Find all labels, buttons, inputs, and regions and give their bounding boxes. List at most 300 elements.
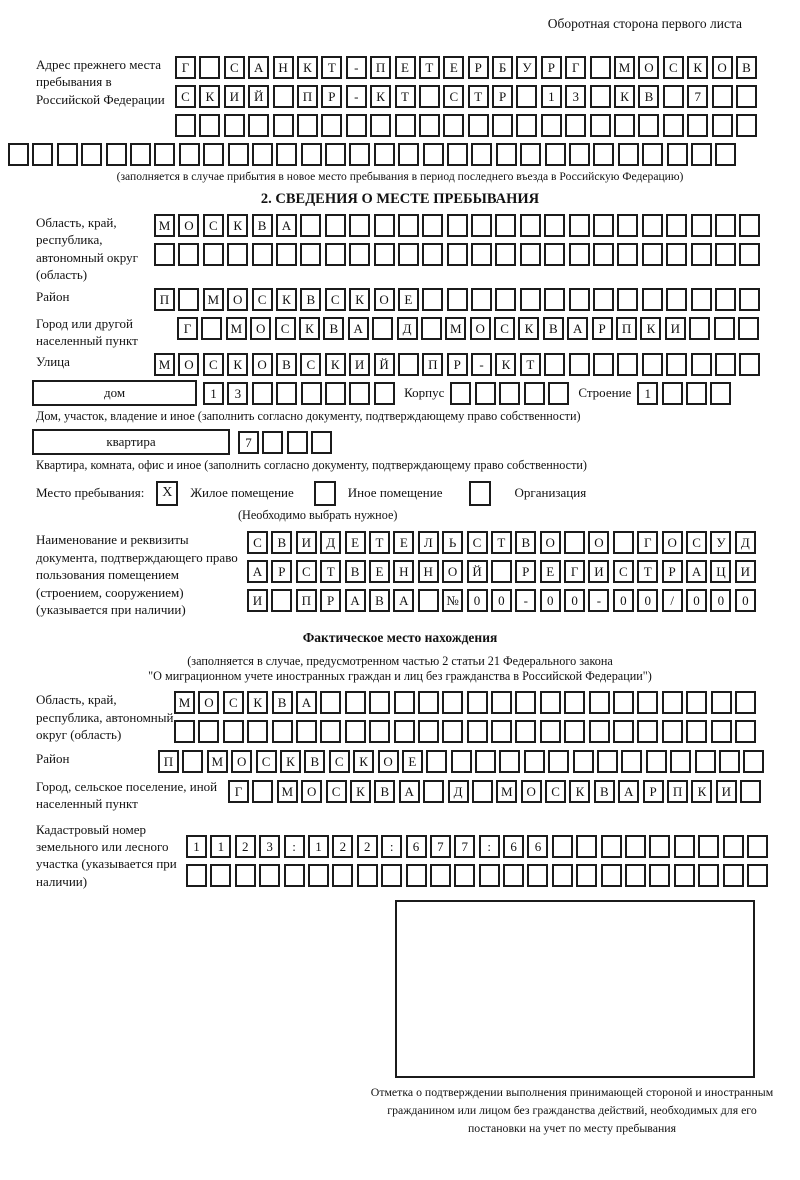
char-cell[interactable]: С — [326, 780, 347, 803]
char-cell[interactable] — [252, 382, 273, 405]
char-cell[interactable]: 2 — [332, 835, 353, 858]
char-cell[interactable] — [276, 143, 297, 166]
char-cell[interactable] — [398, 214, 419, 237]
char-cell[interactable]: А — [345, 589, 366, 612]
char-cell[interactable] — [736, 114, 757, 137]
char-cell[interactable] — [325, 214, 346, 237]
char-cell[interactable] — [617, 353, 638, 376]
char-cell[interactable]: П — [370, 56, 391, 79]
char-cell[interactable]: Р — [468, 56, 489, 79]
char-cell[interactable]: П — [296, 589, 317, 612]
char-cell[interactable]: А — [247, 560, 268, 583]
char-cell[interactable]: Р — [515, 560, 536, 583]
char-cell[interactable]: Н — [418, 560, 439, 583]
char-cell[interactable] — [422, 288, 443, 311]
char-cell[interactable]: Р — [592, 317, 613, 340]
char-cell[interactable]: К — [349, 288, 370, 311]
char-cell[interactable]: Т — [320, 560, 341, 583]
char-cell[interactable] — [695, 750, 716, 773]
char-cell[interactable] — [467, 720, 488, 743]
char-cell[interactable] — [524, 750, 545, 773]
char-cell[interactable] — [691, 214, 712, 237]
char-cell[interactable] — [712, 85, 733, 108]
char-cell[interactable]: А — [686, 560, 707, 583]
char-cell[interactable] — [248, 114, 269, 137]
char-cell[interactable] — [552, 835, 573, 858]
char-cell[interactable] — [569, 353, 590, 376]
char-cell[interactable] — [447, 143, 468, 166]
char-cell[interactable] — [496, 143, 517, 166]
char-cell[interactable] — [590, 56, 611, 79]
char-cell[interactable] — [422, 243, 443, 266]
char-cell[interactable] — [394, 691, 415, 714]
char-cell[interactable] — [479, 864, 500, 887]
char-cell[interactable]: А — [567, 317, 588, 340]
char-cell[interactable] — [235, 864, 256, 887]
char-cell[interactable] — [573, 750, 594, 773]
char-cell[interactable] — [472, 780, 493, 803]
char-cell[interactable]: С — [252, 288, 273, 311]
char-cell[interactable] — [284, 864, 305, 887]
char-cell[interactable] — [715, 214, 736, 237]
char-cell[interactable]: Р — [643, 780, 664, 803]
char-cell[interactable] — [601, 864, 622, 887]
char-cell[interactable]: О — [588, 531, 609, 554]
char-cell[interactable] — [544, 243, 565, 266]
char-cell[interactable]: Л — [418, 531, 439, 554]
char-cell[interactable]: : — [284, 835, 305, 858]
char-cell[interactable] — [495, 243, 516, 266]
char-cell[interactable] — [637, 691, 658, 714]
char-cell[interactable]: М — [226, 317, 247, 340]
char-cell[interactable]: Р — [492, 85, 513, 108]
char-cell[interactable] — [545, 143, 566, 166]
char-cell[interactable] — [540, 720, 561, 743]
char-cell[interactable] — [642, 143, 663, 166]
char-cell[interactable]: 1 — [308, 835, 329, 858]
char-cell[interactable]: : — [479, 835, 500, 858]
char-cell[interactable]: О — [374, 288, 395, 311]
char-cell[interactable] — [419, 85, 440, 108]
char-cell[interactable]: А — [393, 589, 414, 612]
char-cell[interactable] — [475, 382, 496, 405]
char-cell[interactable] — [259, 864, 280, 887]
char-cell[interactable] — [710, 382, 731, 405]
char-cell[interactable]: Г — [565, 56, 586, 79]
char-cell[interactable] — [296, 720, 317, 743]
char-cell[interactable]: К — [353, 750, 374, 773]
char-cell[interactable]: 1 — [541, 85, 562, 108]
char-cell[interactable] — [423, 143, 444, 166]
char-cell[interactable] — [423, 780, 444, 803]
char-cell[interactable] — [617, 243, 638, 266]
char-cell[interactable]: К — [350, 780, 371, 803]
char-cell[interactable] — [201, 317, 222, 340]
char-cell[interactable] — [621, 750, 642, 773]
char-cell[interactable]: М — [277, 780, 298, 803]
char-cell[interactable]: - — [346, 56, 367, 79]
char-cell[interactable] — [544, 288, 565, 311]
char-cell[interactable]: Т — [520, 353, 541, 376]
char-cell[interactable]: 7 — [238, 431, 259, 454]
char-cell[interactable] — [451, 750, 472, 773]
char-cell[interactable] — [617, 288, 638, 311]
char-cell[interactable] — [638, 114, 659, 137]
char-cell[interactable]: С — [175, 85, 196, 108]
char-cell[interactable]: И — [349, 353, 370, 376]
char-cell[interactable] — [503, 864, 524, 887]
char-cell[interactable] — [471, 288, 492, 311]
char-cell[interactable]: С — [686, 531, 707, 554]
char-cell[interactable]: Е — [398, 288, 419, 311]
char-cell[interactable]: В — [345, 560, 366, 583]
char-cell[interactable]: С — [203, 214, 224, 237]
char-cell[interactable]: У — [710, 531, 731, 554]
char-cell[interactable] — [711, 691, 732, 714]
char-cell[interactable]: М — [154, 353, 175, 376]
char-cell[interactable] — [564, 531, 585, 554]
char-cell[interactable]: С — [443, 85, 464, 108]
char-cell[interactable]: П — [422, 353, 443, 376]
char-cell[interactable] — [613, 531, 634, 554]
char-cell[interactable]: Д — [320, 531, 341, 554]
char-cell[interactable] — [691, 353, 712, 376]
char-cell[interactable]: В — [300, 288, 321, 311]
char-cell[interactable] — [617, 214, 638, 237]
char-cell[interactable] — [199, 56, 220, 79]
char-cell[interactable] — [447, 243, 468, 266]
char-cell[interactable] — [663, 85, 684, 108]
char-cell[interactable] — [349, 382, 370, 405]
char-cell[interactable] — [569, 243, 590, 266]
char-cell[interactable]: 0 — [637, 589, 658, 612]
char-cell[interactable] — [182, 750, 203, 773]
char-cell[interactable] — [332, 864, 353, 887]
char-cell[interactable]: В — [369, 589, 390, 612]
char-cell[interactable] — [81, 143, 102, 166]
char-cell[interactable]: С — [275, 317, 296, 340]
char-cell[interactable] — [301, 143, 322, 166]
char-cell[interactable] — [613, 720, 634, 743]
char-cell[interactable]: К — [297, 56, 318, 79]
char-cell[interactable]: Т — [369, 531, 390, 554]
char-cell[interactable] — [723, 864, 744, 887]
char-cell[interactable] — [349, 214, 370, 237]
char-cell[interactable] — [520, 288, 541, 311]
char-cell[interactable] — [520, 214, 541, 237]
char-cell[interactable] — [666, 243, 687, 266]
char-cell[interactable]: М — [496, 780, 517, 803]
char-cell[interactable] — [719, 750, 740, 773]
char-cell[interactable]: Е — [393, 531, 414, 554]
char-cell[interactable]: О — [712, 56, 733, 79]
char-cell[interactable] — [301, 382, 322, 405]
char-cell[interactable]: 7 — [687, 85, 708, 108]
char-cell[interactable]: Й — [374, 353, 395, 376]
char-cell[interactable]: С — [329, 750, 350, 773]
char-cell[interactable] — [686, 382, 707, 405]
char-cell[interactable]: С — [247, 531, 268, 554]
char-cell[interactable]: А — [399, 780, 420, 803]
char-cell[interactable] — [743, 750, 764, 773]
char-cell[interactable] — [625, 864, 646, 887]
char-cell[interactable] — [576, 864, 597, 887]
char-cell[interactable]: М — [174, 691, 195, 714]
char-cell[interactable] — [614, 114, 635, 137]
char-cell[interactable] — [349, 143, 370, 166]
char-cell[interactable] — [421, 317, 442, 340]
char-cell[interactable] — [667, 143, 688, 166]
char-cell[interactable]: 0 — [686, 589, 707, 612]
char-cell[interactable] — [349, 243, 370, 266]
char-cell[interactable]: И — [296, 531, 317, 554]
char-cell[interactable]: 0 — [467, 589, 488, 612]
char-cell[interactable]: 0 — [710, 589, 731, 612]
char-cell[interactable]: К — [227, 214, 248, 237]
char-cell[interactable]: - — [588, 589, 609, 612]
char-cell[interactable] — [471, 143, 492, 166]
char-cell[interactable]: 1 — [186, 835, 207, 858]
char-cell[interactable]: Г — [177, 317, 198, 340]
char-cell[interactable] — [548, 750, 569, 773]
char-cell[interactable] — [569, 143, 590, 166]
char-cell[interactable] — [491, 691, 512, 714]
char-cell[interactable] — [203, 243, 224, 266]
char-cell[interactable]: К — [199, 85, 220, 108]
char-cell[interactable]: 0 — [564, 589, 585, 612]
char-cell[interactable] — [663, 114, 684, 137]
char-cell[interactable] — [589, 691, 610, 714]
char-cell[interactable] — [228, 143, 249, 166]
char-cell[interactable] — [642, 353, 663, 376]
char-cell[interactable] — [714, 317, 735, 340]
char-cell[interactable] — [210, 864, 231, 887]
char-cell[interactable] — [154, 243, 175, 266]
char-cell[interactable] — [297, 114, 318, 137]
char-cell[interactable]: А — [276, 214, 297, 237]
char-cell[interactable] — [374, 214, 395, 237]
char-cell[interactable]: М — [154, 214, 175, 237]
char-cell[interactable]: - — [346, 85, 367, 108]
char-cell[interactable]: О — [178, 353, 199, 376]
char-cell[interactable] — [447, 288, 468, 311]
char-cell[interactable] — [715, 243, 736, 266]
char-cell[interactable]: Е — [443, 56, 464, 79]
char-cell[interactable] — [670, 750, 691, 773]
char-cell[interactable] — [564, 720, 585, 743]
char-cell[interactable]: Е — [540, 560, 561, 583]
char-cell[interactable] — [406, 864, 427, 887]
char-cell[interactable] — [454, 864, 475, 887]
char-cell[interactable] — [625, 835, 646, 858]
char-cell[interactable]: О — [301, 780, 322, 803]
char-cell[interactable] — [499, 382, 520, 405]
char-cell[interactable]: С — [256, 750, 277, 773]
char-cell[interactable] — [662, 691, 683, 714]
char-cell[interactable] — [276, 243, 297, 266]
char-cell[interactable] — [325, 143, 346, 166]
char-cell[interactable]: 2 — [357, 835, 378, 858]
char-cell[interactable] — [642, 243, 663, 266]
char-cell[interactable] — [381, 864, 402, 887]
char-cell[interactable]: Е — [395, 56, 416, 79]
char-cell[interactable]: П — [297, 85, 318, 108]
char-cell[interactable] — [544, 353, 565, 376]
stay-type-checkbox-organization[interactable] — [469, 481, 491, 506]
char-cell[interactable] — [593, 143, 614, 166]
char-cell[interactable] — [426, 750, 447, 773]
char-cell[interactable] — [747, 835, 768, 858]
char-cell[interactable] — [419, 114, 440, 137]
char-cell[interactable]: П — [616, 317, 637, 340]
char-cell[interactable]: В — [543, 317, 564, 340]
char-cell[interactable] — [613, 691, 634, 714]
char-cell[interactable]: К — [569, 780, 590, 803]
char-cell[interactable]: Д — [397, 317, 418, 340]
char-cell[interactable]: О — [178, 214, 199, 237]
char-cell[interactable]: Т — [419, 56, 440, 79]
char-cell[interactable]: К — [280, 750, 301, 773]
char-cell[interactable]: Й — [248, 85, 269, 108]
char-cell[interactable]: С — [613, 560, 634, 583]
char-cell[interactable] — [593, 288, 614, 311]
char-cell[interactable] — [471, 243, 492, 266]
char-cell[interactable]: 0 — [540, 589, 561, 612]
char-cell[interactable] — [374, 143, 395, 166]
char-cell[interactable] — [590, 114, 611, 137]
char-cell[interactable]: О — [638, 56, 659, 79]
char-cell[interactable]: Р — [271, 560, 292, 583]
char-cell[interactable] — [686, 720, 707, 743]
char-cell[interactable] — [372, 317, 393, 340]
char-cell[interactable]: С — [300, 353, 321, 376]
char-cell[interactable] — [300, 243, 321, 266]
char-cell[interactable] — [739, 214, 760, 237]
char-cell[interactable]: Г — [637, 531, 658, 554]
char-cell[interactable] — [524, 382, 545, 405]
char-cell[interactable] — [325, 382, 346, 405]
char-cell[interactable] — [345, 691, 366, 714]
char-cell[interactable]: 6 — [503, 835, 524, 858]
char-cell[interactable] — [735, 720, 756, 743]
char-cell[interactable] — [715, 288, 736, 311]
char-cell[interactable] — [527, 864, 548, 887]
char-cell[interactable] — [370, 114, 391, 137]
char-cell[interactable]: Н — [273, 56, 294, 79]
char-cell[interactable] — [662, 720, 683, 743]
char-cell[interactable] — [252, 243, 273, 266]
char-cell[interactable]: В — [736, 56, 757, 79]
char-cell[interactable] — [491, 720, 512, 743]
char-cell[interactable]: О — [540, 531, 561, 554]
char-cell[interactable]: 0 — [613, 589, 634, 612]
char-cell[interactable]: И — [735, 560, 756, 583]
char-cell[interactable] — [715, 143, 736, 166]
char-cell[interactable] — [57, 143, 78, 166]
char-cell[interactable] — [565, 114, 586, 137]
char-cell[interactable] — [252, 780, 273, 803]
char-cell[interactable]: Т — [491, 531, 512, 554]
char-cell[interactable] — [649, 835, 670, 858]
char-cell[interactable] — [747, 864, 768, 887]
char-cell[interactable]: И — [224, 85, 245, 108]
char-cell[interactable] — [691, 143, 712, 166]
char-cell[interactable]: Р — [447, 353, 468, 376]
char-cell[interactable]: Н — [393, 560, 414, 583]
char-cell[interactable]: П — [158, 750, 179, 773]
char-cell[interactable] — [674, 864, 695, 887]
char-cell[interactable] — [106, 143, 127, 166]
char-cell[interactable] — [174, 720, 195, 743]
char-cell[interactable] — [520, 243, 541, 266]
char-cell[interactable] — [495, 214, 516, 237]
char-cell[interactable] — [499, 750, 520, 773]
char-cell[interactable] — [311, 431, 332, 454]
char-cell[interactable] — [199, 114, 220, 137]
char-cell[interactable] — [320, 720, 341, 743]
char-cell[interactable]: 6 — [527, 835, 548, 858]
char-cell[interactable] — [589, 720, 610, 743]
char-cell[interactable]: К — [691, 780, 712, 803]
char-cell[interactable] — [325, 243, 346, 266]
char-cell[interactable]: О — [521, 780, 542, 803]
char-cell[interactable] — [646, 750, 667, 773]
char-cell[interactable]: О — [227, 288, 248, 311]
char-cell[interactable] — [593, 243, 614, 266]
char-cell[interactable]: С — [467, 531, 488, 554]
char-cell[interactable]: У — [516, 56, 537, 79]
char-cell[interactable] — [740, 780, 761, 803]
char-cell[interactable] — [442, 720, 463, 743]
char-cell[interactable] — [369, 720, 390, 743]
char-cell[interactable] — [179, 143, 200, 166]
char-cell[interactable] — [178, 243, 199, 266]
char-cell[interactable] — [691, 288, 712, 311]
char-cell[interactable]: Т — [468, 85, 489, 108]
char-cell[interactable]: 0 — [735, 589, 756, 612]
char-cell[interactable] — [698, 835, 719, 858]
char-cell[interactable] — [666, 288, 687, 311]
char-cell[interactable] — [203, 143, 224, 166]
char-cell[interactable]: В — [638, 85, 659, 108]
char-cell[interactable]: 3 — [227, 382, 248, 405]
char-cell[interactable]: Ь — [442, 531, 463, 554]
char-cell[interactable] — [495, 288, 516, 311]
char-cell[interactable] — [564, 691, 585, 714]
char-cell[interactable]: В — [323, 317, 344, 340]
char-cell[interactable] — [247, 720, 268, 743]
char-cell[interactable]: Д — [448, 780, 469, 803]
char-cell[interactable]: О — [378, 750, 399, 773]
stay-type-checkbox-residential[interactable]: X — [156, 481, 178, 506]
char-cell[interactable]: О — [470, 317, 491, 340]
char-cell[interactable] — [618, 143, 639, 166]
char-cell[interactable] — [32, 143, 53, 166]
char-cell[interactable] — [320, 691, 341, 714]
char-cell[interactable] — [442, 691, 463, 714]
char-cell[interactable]: А — [618, 780, 639, 803]
char-cell[interactable]: И — [665, 317, 686, 340]
char-cell[interactable] — [374, 382, 395, 405]
char-cell[interactable]: 7 — [430, 835, 451, 858]
char-cell[interactable]: А — [348, 317, 369, 340]
char-cell[interactable] — [552, 864, 573, 887]
char-cell[interactable]: О — [662, 531, 683, 554]
char-cell[interactable]: В — [374, 780, 395, 803]
char-cell[interactable] — [467, 691, 488, 714]
char-cell[interactable] — [739, 243, 760, 266]
char-cell[interactable] — [674, 835, 695, 858]
